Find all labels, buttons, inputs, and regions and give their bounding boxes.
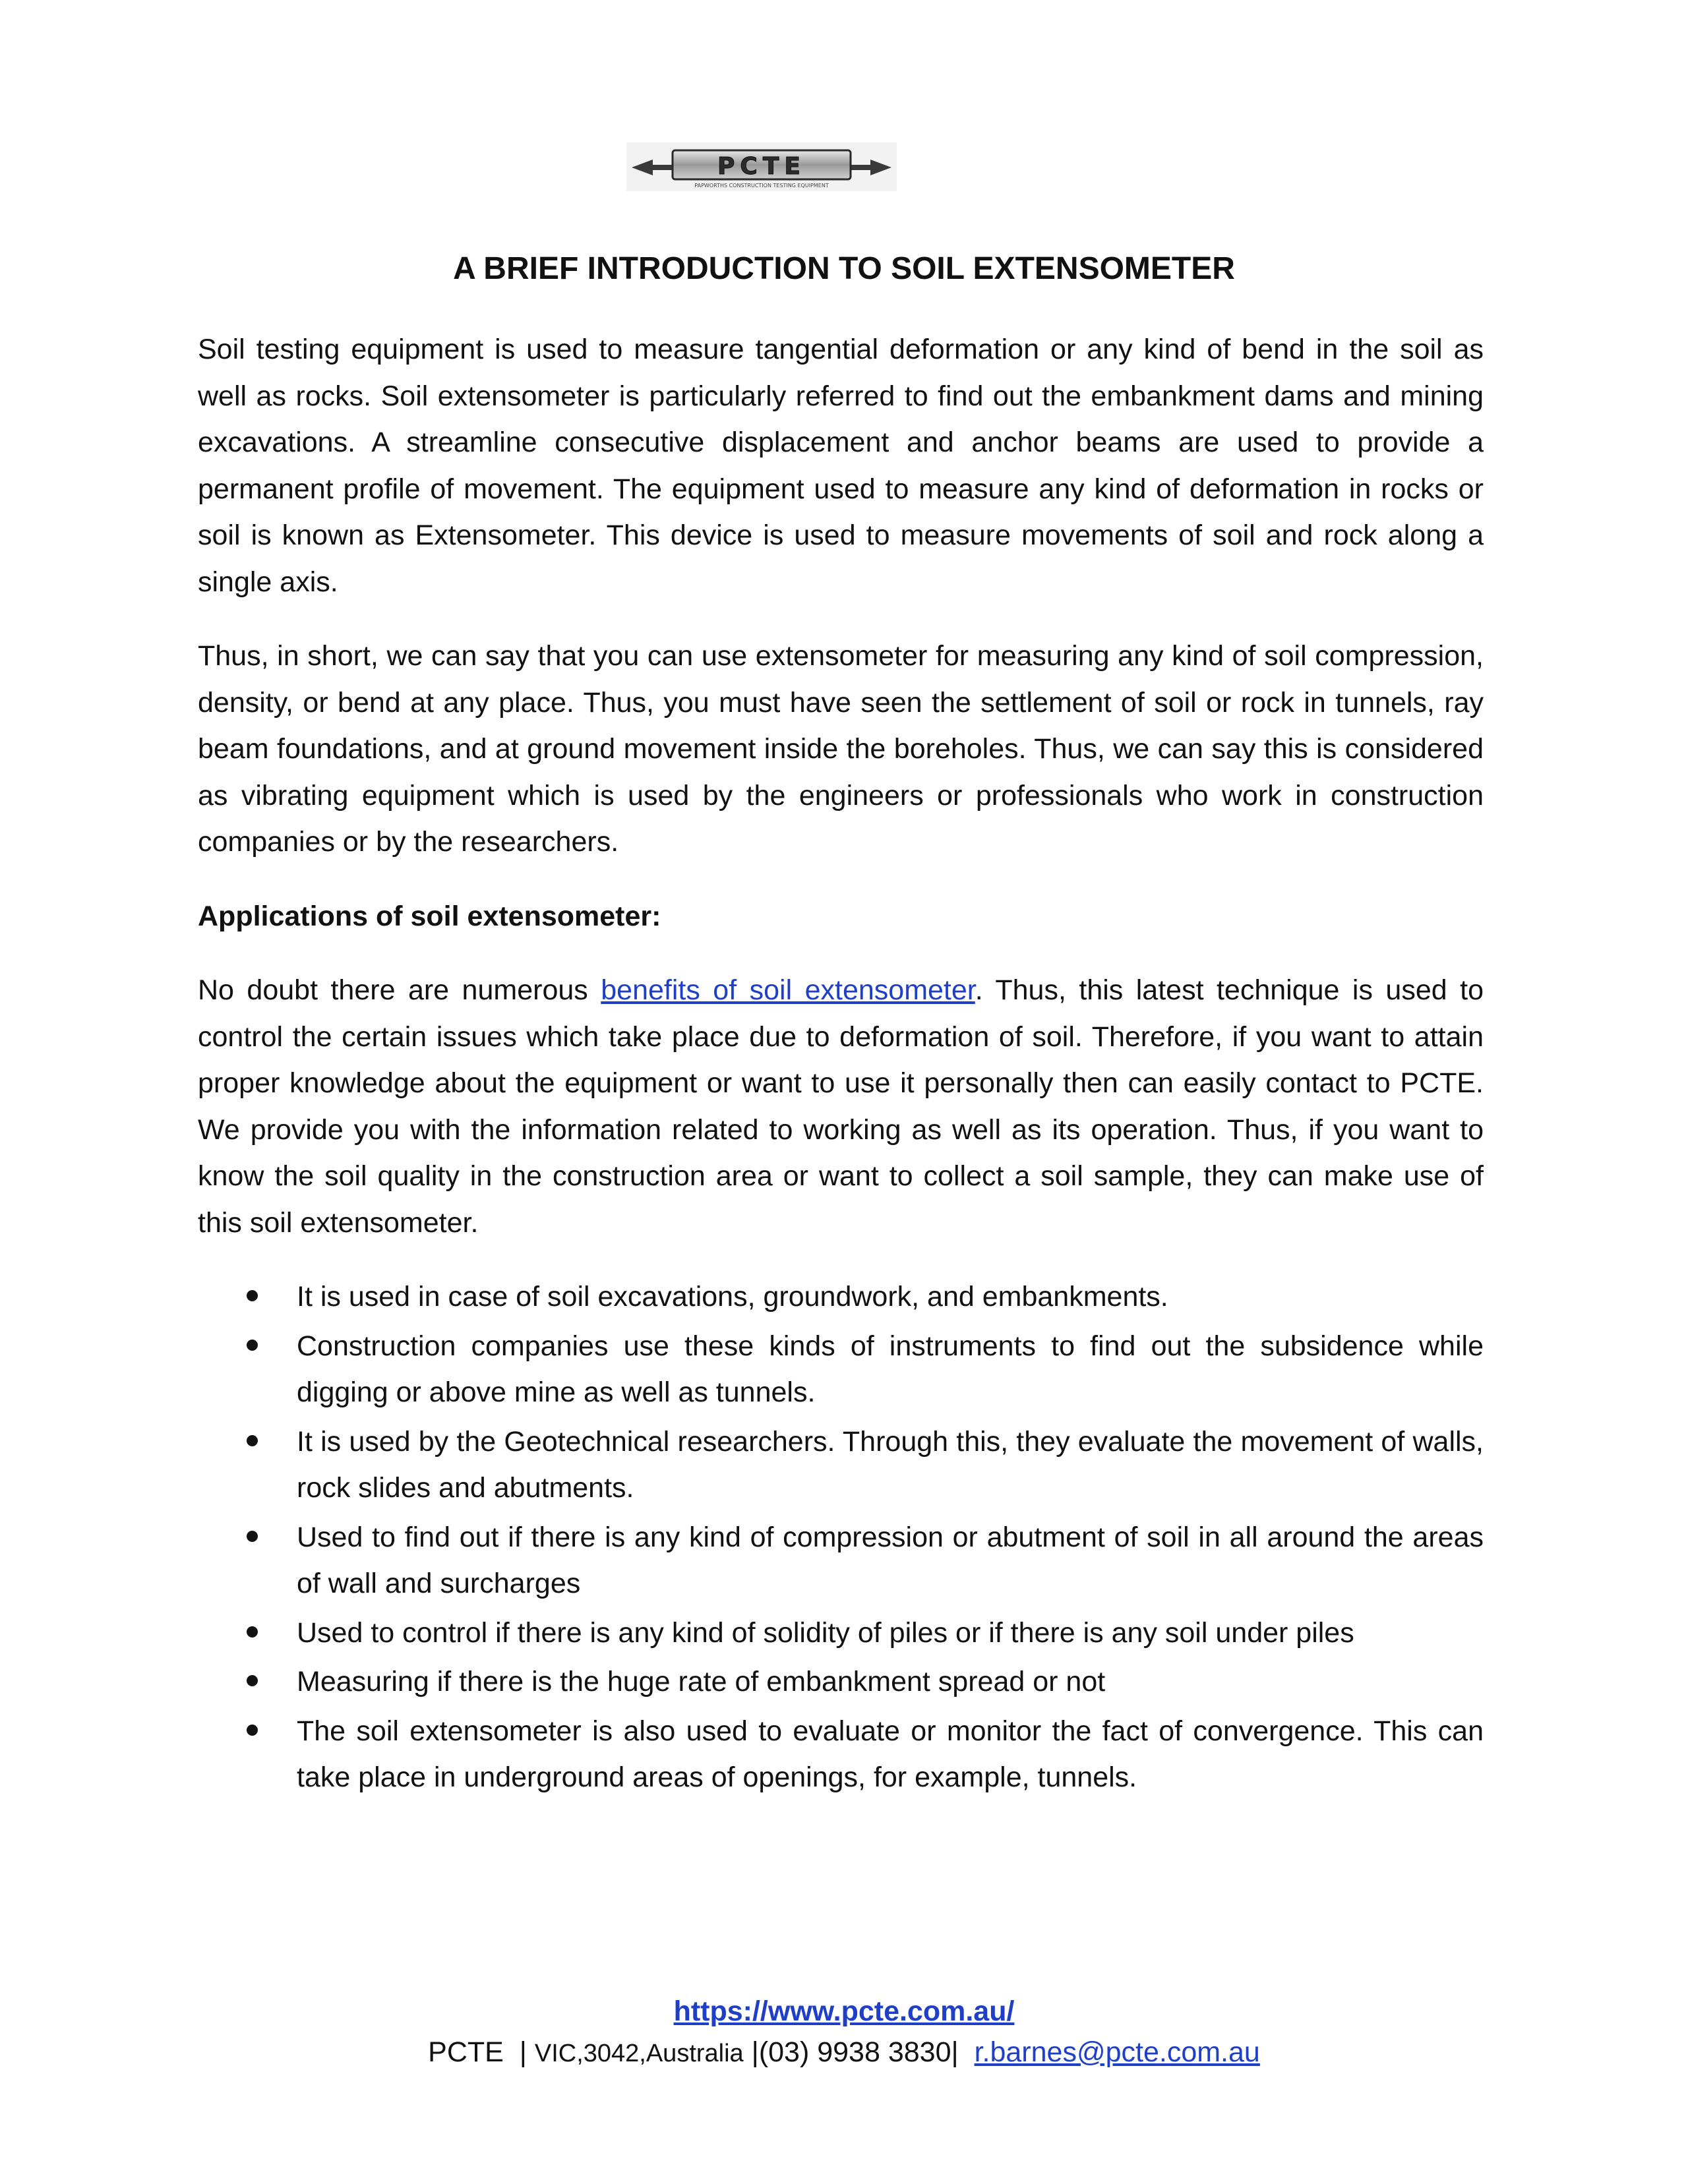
applications-list [198, 1274, 1484, 1801]
bullet-icon [247, 1725, 258, 1736]
bullet-icon [247, 1290, 258, 1301]
footer-separator: | [503, 2036, 535, 2068]
list-item-text: It is used in case of soil excavations, groundwork, and embankments. [297, 1281, 1168, 1313]
bullet-icon [247, 1626, 258, 1638]
list-item [198, 1274, 1484, 1320]
contact-line [0, 2032, 1688, 2074]
list-item-text: Used to control if there is any kind of solidity of piles or if there is any soil under piles [297, 1616, 1354, 1649]
paragraph-text-before-link: No doubt there are numerous [198, 974, 601, 1006]
article-body [198, 326, 1484, 1804]
list-item [198, 1514, 1484, 1607]
list-item [198, 1708, 1484, 1801]
benefits-link[interactable]: benefits of soil extensometer [601, 974, 975, 1006]
logo-text: PCTE [717, 153, 806, 180]
bullet-icon [247, 1340, 258, 1351]
list-item-text: Construction companies use these kinds of instruments to find out the subsidence while digging or above mine as well as tunnels. [297, 1330, 1484, 1408]
page-footer [0, 1991, 1688, 2074]
summary-paragraph: Thus, in short, we can say that you can use extensometer for measuring any kind of soil compression, density, or bend at any place. Thus, you must have seen the settlement of soil or rock in tunnels, ray beam foundations, and at ground movement inside the boreholes. Thus, we can say this is considered as vibrating equipment which is used by the engineers or professionals who work in construction companies or by the researchers. [198, 640, 1484, 858]
list-item [198, 1323, 1484, 1416]
email-link[interactable]: r.barnes@pcte.com.au [974, 2036, 1260, 2068]
footer-phone: (03) 9938 3830 [758, 2036, 951, 2068]
footer-address: VIC,3042,Australia [534, 2040, 744, 2067]
footer-separator: | [951, 2036, 975, 2068]
list-item-text: Measuring if there is the huge rate of embankment spread or not [297, 1666, 1106, 1697]
paragraph-text-after-link: . Thus, this latest technique is used to control the certain issues which take place due to deformation of soil. Therefore, if you want to attain proper knowledge about the equipment or want to use it personally then can easily contact to PCTE. We provide you with the information related to working as well as its operation. Thus, if you want to know the soil quality in the construction area or want to collect a soil sample, they can make use of this soil extensometer. [198, 974, 1484, 1239]
list-item [198, 1659, 1484, 1705]
list-item-text: Used to find out if there is any kind of compression or abutment of soil in all around the areas of wall and surcharges [297, 1521, 1484, 1599]
intro-paragraph: Soil testing equipment is used to measure tangential deformation or any kind of bend in the soil as well as rocks. Soil extensometer is particularly referred to find out the embankment dams and mining excavations. A streamline consecutive displacement and anchor beams are used to provide a permanent profile of movement. The equipment used to measure any kind of deformation in rocks or soil is known as Extensometer. This device is used to measure movements of soil and rock along a single axis. [198, 334, 1484, 598]
bullet-icon [247, 1435, 258, 1446]
applications-paragraph [198, 967, 1484, 1246]
page-title: A BRIEF INTRODUCTION TO SOIL EXTENSOMETER [453, 251, 1235, 286]
pcte-logo [626, 142, 897, 191]
footer-company: PCTE [428, 2036, 504, 2068]
footer-separator: | [743, 2036, 759, 2068]
bullet-icon [247, 1675, 258, 1686]
list-item [198, 1419, 1484, 1512]
list-item-text: The soil extensometer is also used to evaluate or monitor the fact of convergence. This can take place in underground areas of openings, for example, tunnels. [297, 1715, 1484, 1793]
list-item [198, 1610, 1484, 1657]
bullet-icon [247, 1531, 258, 1542]
list-item-text: It is used by the Geotechnical researchers. Through this, they evaluate the movement of walls, rock slides and abutments. [297, 1425, 1484, 1504]
logo-tagline: PAPWORTHS CONSTRUCTION TESTING EQUIPMENT [694, 183, 829, 189]
website-link[interactable]: https://www.pcte.com.au/ [673, 1995, 1015, 2027]
applications-heading: Applications of soil extensometer: [198, 900, 661, 932]
